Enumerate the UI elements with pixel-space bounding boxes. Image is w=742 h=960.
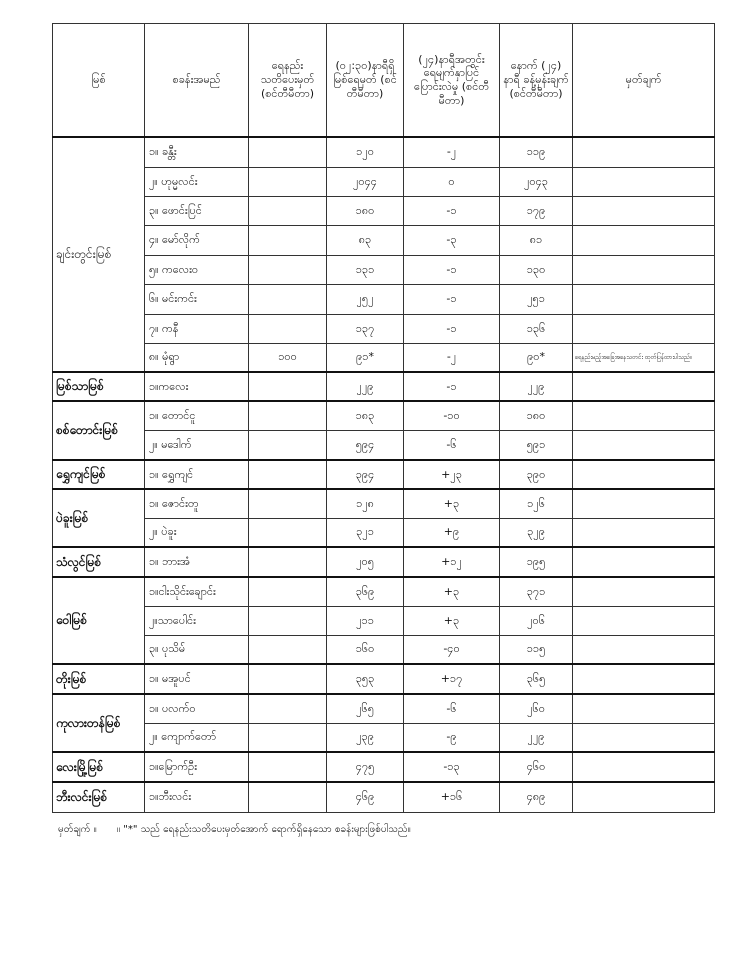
station-name: ၁။ မအူပင် (145, 664, 249, 694)
danger-level-cell (249, 518, 327, 547)
header-danger-level: ရေနည်း သတိပေးမှတ် (စင်တီမီတာ) (249, 24, 327, 138)
remark-cell (573, 255, 715, 284)
forecast-cell: ၃၉၀ (500, 460, 573, 489)
change-cell: -၁ (404, 284, 500, 314)
table-row (53, 694, 715, 723)
river-group (53, 460, 715, 489)
header-remarks: မှတ်ချက် (573, 24, 715, 138)
river-group (53, 401, 715, 460)
header-river: မြစ် (53, 24, 145, 138)
river-group (53, 372, 715, 401)
water-level-cell: ၂၃၉ (327, 723, 404, 752)
station-name: ၁။ကလေး (145, 372, 249, 401)
forecast-cell: ၁၇၉ (500, 196, 573, 225)
danger-level-cell (249, 752, 327, 782)
remark-cell (573, 489, 715, 518)
change-cell: -၁ (404, 372, 500, 401)
water-level-cell: ၂၆၅ (327, 694, 404, 723)
river-group (53, 694, 715, 752)
change-cell: +၁၂ (404, 547, 500, 577)
river-group (53, 577, 715, 664)
table-row (53, 430, 715, 460)
water-level-cell: ၁၈၀ (327, 196, 404, 225)
change-cell: -၁၀ (404, 401, 500, 430)
remark-cell (573, 196, 715, 225)
water-level-cell: ၅၉၄ (327, 430, 404, 460)
water-level-cell: ၁၆၀ (327, 635, 404, 664)
river-name: သံလွင်မြစ် (53, 547, 145, 577)
river-name: ချင်းတွင်းမြစ် (53, 137, 145, 372)
forecast-cell: ၈၁ (500, 225, 573, 255)
river-name: ရွှေကျင်မြစ် (53, 460, 145, 489)
change-cell: +၃ (404, 489, 500, 518)
danger-level-cell (249, 489, 327, 518)
water-level-cell: ၉၁* (327, 343, 404, 372)
change-cell: -၁၃ (404, 752, 500, 782)
station-name: ၁။ ရွှေကျင် (145, 460, 249, 489)
remark-cell (573, 284, 715, 314)
table-row (53, 196, 715, 225)
table-row (53, 782, 715, 812)
water-level-cell: ၂၀၅ (327, 547, 404, 577)
change-cell: +၃ (404, 606, 500, 635)
forecast-cell: ၄၈၉ (500, 782, 573, 812)
danger-level-cell (249, 782, 327, 812)
station-name: ၂။ မဒေါက် (145, 430, 249, 460)
header-station: စခန်းအမည် (145, 24, 249, 138)
table-row (53, 635, 715, 664)
water-level-cell: ၃၅၃ (327, 664, 404, 694)
danger-level-cell (249, 694, 327, 723)
forecast-cell: ၄၆၀ (500, 752, 573, 782)
river-group (53, 782, 715, 812)
remark-cell (573, 137, 715, 167)
water-level-cell: ၂၅၂ (327, 284, 404, 314)
forecast-cell: ၂၂၉ (500, 723, 573, 752)
danger-level-cell (249, 430, 327, 460)
river-group (53, 547, 715, 577)
water-level-cell: ၂၁၁ (327, 606, 404, 635)
remark-cell (573, 635, 715, 664)
remark-cell (573, 430, 715, 460)
remark-cell (573, 460, 715, 489)
change-cell: +၁၆ (404, 782, 500, 812)
forecast-cell: ၂၂၉ (500, 372, 573, 401)
river-name: ပဲခူးမြစ် (53, 489, 145, 547)
remark-cell (573, 694, 715, 723)
river-name: စစ်တောင်းမြစ် (53, 401, 145, 460)
change-cell: -၂ (404, 137, 500, 167)
forecast-cell: ၁၈၀ (500, 401, 573, 430)
station-name: ၂။ ကျောက်တော် (145, 723, 249, 752)
change-cell: +၁၇ (404, 664, 500, 694)
river-name: ဝေါမြစ် (53, 577, 145, 664)
danger-level-cell (249, 255, 327, 284)
table-row (53, 518, 715, 547)
danger-level-cell (249, 547, 327, 577)
danger-level-cell (249, 314, 327, 343)
change-cell: +၂၃ (404, 460, 500, 489)
change-cell: +၃ (404, 577, 500, 606)
table-row (53, 225, 715, 255)
danger-level-cell (249, 460, 327, 489)
station-name: ၁။မြောက်ဦး (145, 752, 249, 782)
change-cell: -၉ (404, 723, 500, 752)
danger-level-cell (249, 372, 327, 401)
station-name: ၄။ မော်လိုက် (145, 225, 249, 255)
river-group (53, 664, 715, 694)
station-name: ၁။ ဇောင်းတူ (145, 489, 249, 518)
forecast-cell: ၃၆၅ (500, 664, 573, 694)
change-cell: -၆ (404, 694, 500, 723)
remark-cell (573, 167, 715, 196)
footnote-label: မှတ်ချက် ။ (58, 824, 97, 835)
station-name: ၂။ ဟုမ္မလင်း (145, 167, 249, 196)
water-level-cell: ၁၂၈ (327, 489, 404, 518)
table-row (53, 606, 715, 635)
river-name: မြစ်သာမြစ် (53, 372, 145, 401)
danger-level-cell (249, 167, 327, 196)
danger-level-cell (249, 225, 327, 255)
danger-level-cell: ၁၀၀ (249, 343, 327, 372)
remark-cell (573, 577, 715, 606)
station-name: ၇။ ကနီ (145, 314, 249, 343)
water-level-sheet (52, 23, 715, 813)
change-cell: -၆ (404, 430, 500, 460)
table-row (53, 137, 715, 167)
table-row (53, 167, 715, 196)
water-level-cell: ၂၀၄၄ (327, 167, 404, 196)
danger-level-cell (249, 577, 327, 606)
forecast-cell: ၂၆၀ (500, 694, 573, 723)
table-row (53, 314, 715, 343)
remark-cell (573, 752, 715, 782)
change-cell: +၉ (404, 518, 500, 547)
remark-cell (573, 606, 715, 635)
station-name: ၂။ ပဲခူး (145, 518, 249, 547)
water-level-cell: ၃၆၉ (327, 577, 404, 606)
water-level-cell: ၁၈၃ (327, 401, 404, 430)
change-cell: -၁ (404, 196, 500, 225)
forecast-cell: ၁၁၉ (500, 137, 573, 167)
table-row (53, 489, 715, 518)
river-name: ဘီးလင်းမြစ် (53, 782, 145, 812)
water-level-cell: ၈၃ (327, 225, 404, 255)
remark-cell: ရေနည်းမည့်အခြေအနေသတင်း ထုတ်ပြန်ထားပါသည်။ (573, 343, 715, 372)
remark-cell (573, 225, 715, 255)
water-level-cell: ၃၉၄ (327, 460, 404, 489)
water-level-cell: ၂၂၉ (327, 372, 404, 401)
remark-cell (573, 723, 715, 752)
station-name: ၁။ ခန္တီး (145, 137, 249, 167)
header-forecast: နောက် (၂၄) နာရီ ခန့်မှန်းချက် (စင်တီမီတာ) (500, 24, 573, 138)
danger-level-cell (249, 635, 327, 664)
river-group (53, 489, 715, 547)
table-row (53, 664, 715, 694)
forecast-cell: ၂၅၁ (500, 284, 573, 314)
change-cell: ၀ (404, 167, 500, 196)
danger-level-cell (249, 664, 327, 694)
danger-level-cell (249, 137, 327, 167)
station-name: ၁။ တောင်ငူ (145, 401, 249, 430)
forecast-cell: ၁၂၆ (500, 489, 573, 518)
footnote (58, 822, 411, 837)
water-level-table (52, 23, 715, 813)
water-level-cell: ၁၃၁ (327, 255, 404, 284)
table-row (53, 752, 715, 782)
table-row (53, 372, 715, 401)
forecast-cell: ၁၃၀ (500, 255, 573, 284)
station-name: ၁။ဘီးလင်း (145, 782, 249, 812)
danger-level-cell (249, 284, 327, 314)
river-name: တိုးမြစ် (53, 664, 145, 694)
water-level-cell: ၁၂၀ (327, 137, 404, 167)
table-row (53, 401, 715, 430)
forecast-cell: ၃၂၉ (500, 518, 573, 547)
table-row (53, 343, 715, 372)
forecast-cell: ၉၀* (500, 343, 573, 372)
river-group (53, 752, 715, 782)
water-level-cell: ၃၂၁ (327, 518, 404, 547)
remark-cell (573, 518, 715, 547)
remark-cell (573, 401, 715, 430)
remark-cell (573, 372, 715, 401)
station-name: ၁။ငါးသိုင်းချောင်း (145, 577, 249, 606)
table-row (53, 547, 715, 577)
station-name: ၁။ ပလက်ဝ (145, 694, 249, 723)
table-row (53, 577, 715, 606)
station-name: ၃။ ပုသိမ် (145, 635, 249, 664)
change-cell: -၁ (404, 255, 500, 284)
change-cell: -၄၀ (404, 635, 500, 664)
station-name: ၅။ ကလေးဝ (145, 255, 249, 284)
remark-cell (573, 664, 715, 694)
table-row (53, 284, 715, 314)
river-group (53, 137, 715, 372)
station-name: ၃။ ဖောင်းပြင် (145, 196, 249, 225)
forecast-cell: ၁၉၅ (500, 547, 573, 577)
remark-cell (573, 547, 715, 577)
forecast-cell: ၅၉၁ (500, 430, 573, 460)
forecast-cell: ၂၀၆ (500, 606, 573, 635)
remark-cell (573, 314, 715, 343)
river-name: လေးမြို့မြစ် (53, 752, 145, 782)
station-name: ၁။ ဘားအံ (145, 547, 249, 577)
change-cell: -၂ (404, 343, 500, 372)
header-24h-change: (၂၄)နာရီအတွင်း ရေမျက်နှာပြင် ပြောင်းလဲမှု (စင်တီမီတာ) (404, 24, 500, 138)
danger-level-cell (249, 723, 327, 752)
table-row (53, 460, 715, 489)
water-level-cell: ၄၇၅ (327, 752, 404, 782)
station-name: ၆။ မင်းကင်း (145, 284, 249, 314)
footnote-text: ။ "*" သည် ရေနည်းသတိပေးမှတ်အောက် ရောက်ရှိနေသော စခန်းများဖြစ်ပါသည်။ (117, 824, 411, 835)
river-name: ကုလားတန်မြစ် (53, 694, 145, 752)
header-row (53, 24, 715, 138)
danger-level-cell (249, 196, 327, 225)
station-name: ၂။သာပေါင်း (145, 606, 249, 635)
forecast-cell: ၂၀၄၃ (500, 167, 573, 196)
table-row (53, 255, 715, 284)
danger-level-cell (249, 606, 327, 635)
change-cell: -၃ (404, 225, 500, 255)
forecast-cell: ၁၃၆ (500, 314, 573, 343)
water-level-cell: ၄၆၉ (327, 782, 404, 812)
water-level-cell: ၁၃၇ (327, 314, 404, 343)
header-water-level: (၀၂:၃၀)နာရီရှိ မြစ်ရေမှတ် (စင်တီမီတာ) (327, 24, 404, 138)
forecast-cell: ၃၇၁ (500, 577, 573, 606)
remark-cell (573, 782, 715, 812)
danger-level-cell (249, 401, 327, 430)
station-name: ၈။ မုံရွာ (145, 343, 249, 372)
table-row (53, 723, 715, 752)
change-cell: -၁ (404, 314, 500, 343)
forecast-cell: ၁၁၅ (500, 635, 573, 664)
